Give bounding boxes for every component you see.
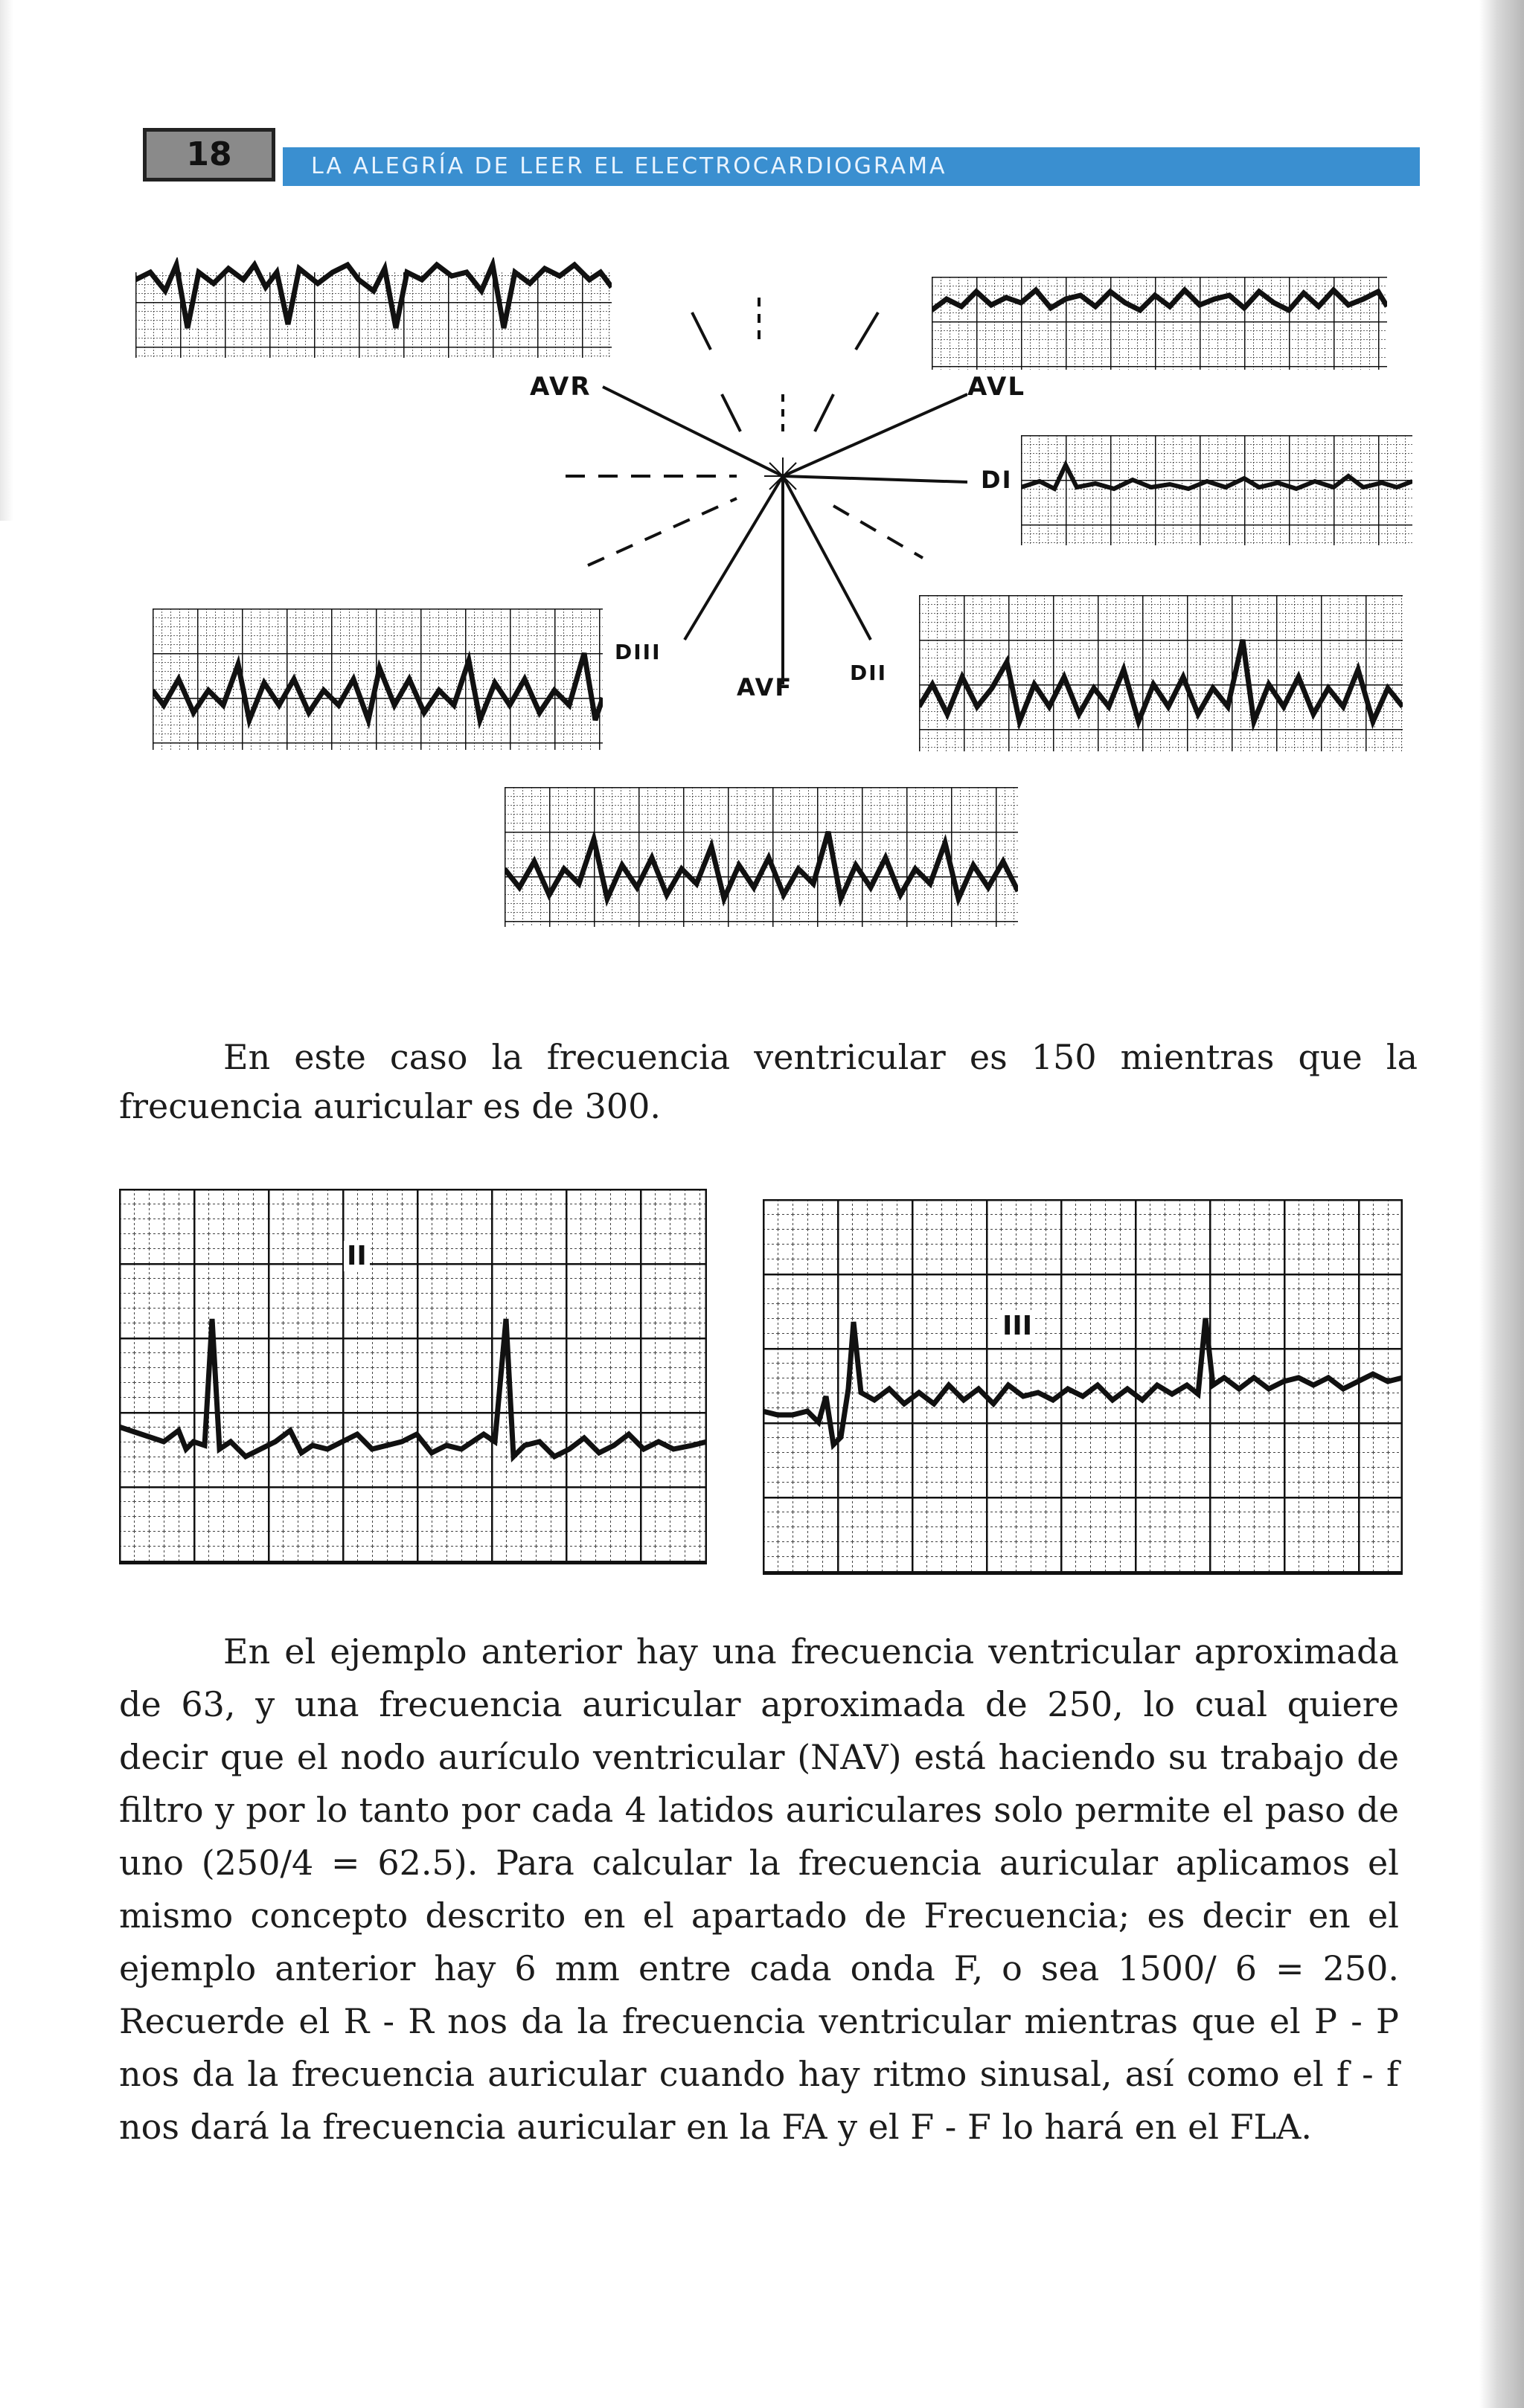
strip-label-ii: II (344, 1241, 370, 1271)
ecg-strip-dii (919, 595, 1403, 751)
strip-label-iii: III (999, 1311, 1035, 1341)
page-right-edge (1479, 0, 1524, 2408)
hexaxial-diagram (521, 298, 967, 714)
lead-label-diii: DIII (615, 640, 662, 664)
page-left-shadow (0, 0, 13, 521)
lead-label-dii: DII (850, 661, 888, 685)
lead-label-avl: AVL (967, 372, 1025, 402)
running-title: LA ALEGRÍA DE LEER EL ELECTROCARDIOGRAMA (283, 147, 1420, 186)
lead-label-avr: AVR (530, 372, 592, 402)
page-number: 18 (143, 128, 275, 182)
ecg-strip-lead-iii (763, 1199, 1403, 1575)
paragraph-1-text: En este caso la frecuencia ventricular es 150 mientras que la frecuencia auricular es de 300. (119, 1037, 1418, 1126)
lead-label-avf: AVF (737, 673, 793, 701)
ecg-strip-avf (505, 787, 1018, 927)
ecg-strip-avl (932, 277, 1387, 370)
paragraph-2 (119, 1625, 1399, 2154)
ecg-strip-di (1021, 435, 1412, 545)
lead-label-di: DI (981, 466, 1013, 494)
paragraph-1 (119, 1033, 1418, 1131)
paragraph-2-text: En el ejemplo anterior hay una frecuencia ventricular aproximada de 63, y una frecuencia auricular aproximada de 250, lo cual quiere decir que el nodo aurículo ventricular (NAV) está haciendo su trabajo de filtro y por lo tanto por cada 4 latidos auriculares solo permite el paso de uno (250/4 = 62.5). Para calcular la frecuencia auricular aplicamos el mismo concepto descrito en el apartado de Frecuencia; es decir en el ejemplo anterior hay 6 mm entre cada onda F, o sea 1500/ 6 = 250. Recuerde el R - R nos da la frecuencia ventricular mientras que el P - P nos da la frecuencia auricular cuando hay ritmo sinusal, así como el f - f nos dará la frecuencia auricular en la FA y el F - F lo hará en el FLA. (119, 1631, 1399, 2147)
ecg-strip-lead-ii (119, 1189, 707, 1564)
